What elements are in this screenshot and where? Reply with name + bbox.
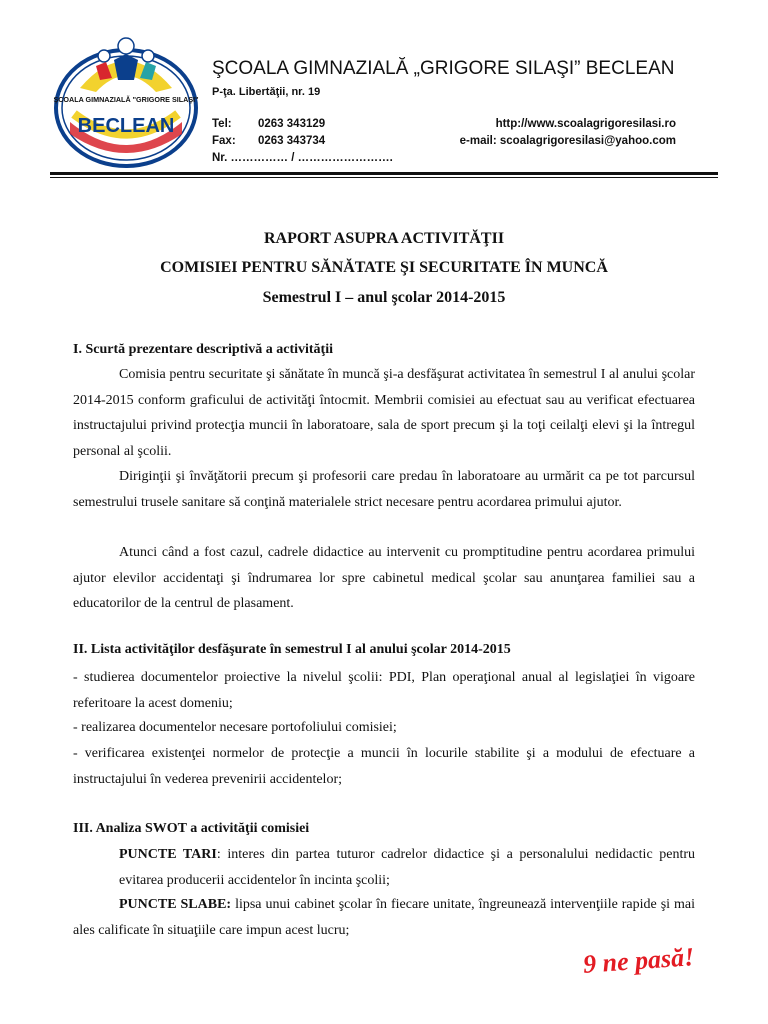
section2-item2: - realizarea documentelor necesare portofoliului comisiei;	[73, 720, 397, 735]
tel-label: Tel:	[212, 118, 232, 130]
weaknesses-paragraph	[73, 892, 695, 943]
section2-item3: - verificarea existenţei normelor de protecţie a muncii în locurile stabilite şi a modului de efectuare a instructajului în vederea prevenirii accidentelor;	[73, 746, 695, 787]
section1-heading: I. Scurtă prezentare descriptivă a activităţii	[73, 342, 333, 357]
report-title-line2: COMISIEI PENTRU SĂNĂTATE ŞI SECURITATE ÎN MUNCĂ	[160, 259, 608, 276]
section3-heading: III. Analiza SWOT a activităţii comisiei	[73, 821, 310, 836]
strengths-paragraph	[119, 842, 695, 893]
section2-item1: - studierea documentelor proiective la nivelul şcolii: PDI, Plan operaţional anual al legislaţiei în vigoare referitoare la acest domeniu;	[73, 670, 695, 711]
section1-paragraph2: Diriginţii şi învăţătorii precum şi profesorii care predau în laboratoare au urmărit ca pe tot parcursul semestrului trusele sanitare să conţină materialele strict necesare pentru acordarea primului ajutor.	[73, 469, 695, 510]
strengths-text: : interes din partea tuturor cadrelor didactice şi a personalului nedidactic pentru evitarea producerii accidentelor în incinta şcolii;	[119, 847, 695, 888]
weaknesses-text: lipsa unui cabinet şcolar în fiecare unitate, îngreunează intervenţiile rapide şi mai ales calificate în situaţiile care impun acest lucru;	[73, 897, 695, 938]
section1-paragraph1: Comisia pentru securitate şi sănătate în muncă şi-a desfăşurat activitatea în semestrul I al anului şcolar 2014-2015 conform graficului de activităţi întocmit. Membrii comisiei au efectuat sau au verificat efectuarea instructajului privind protecţia muncii în laboratoare, sala de sport precum şi la toţi ceilalţi elevi şi la întregul personal al şcolii.	[73, 367, 695, 459]
contact-fax	[212, 135, 325, 147]
header-rule-thick	[50, 172, 718, 175]
registration-number: Nr. …………… / …………………….	[212, 152, 393, 164]
report-title-line3: Semestrul I – anul şcolar 2014-2015	[262, 289, 506, 306]
report-title-line1: RAPORT ASUPRA ACTIVITĂŢII	[263, 230, 505, 247]
header-rule-thin	[50, 177, 718, 178]
logo-city: BECLEAN	[77, 115, 175, 137]
footer-slogan: 9 ne pasă!	[582, 942, 696, 979]
section1-paragraph3: Atunci când a fost cazul, cadrele didactice au intervenit cu promptitudine pentru acordarea primului ajutor elevilor accidentaţi şi îndrumarea lor spre cabinetul medical şcolar sau anunţarea familiei sau a educatorilor de la centrul de plasament.	[73, 545, 695, 611]
fax-label: Fax:	[212, 135, 236, 147]
section2-heading: II. Lista activităţilor desfăşurate în semestrul I al anului şcolar 2014-2015	[73, 642, 511, 657]
website-link[interactable]: http://www.scoalagrigoresilasi.ro	[495, 118, 676, 130]
tel-value: 0263 343129	[258, 118, 326, 130]
school-address: P-ţa. Libertăţii, nr. 19	[212, 86, 321, 98]
fax-value: 0263 343734	[258, 135, 326, 147]
school-name: ŞCOALA GIMNAZIALĂ „GRIGORE SILAŞI” BECLEAN	[212, 58, 675, 79]
logo-text: ŞCOALA GIMNAZIALĂ "GRIGORE SILAŞI"	[53, 95, 199, 104]
contact-tel	[212, 118, 325, 130]
weaknesses-label: PUNCTE SLABE:	[119, 897, 232, 912]
strengths-label: PUNCTE TARI	[119, 847, 217, 862]
email-link[interactable]: e-mail: scoalagrigoresilasi@yahoo.com	[459, 135, 676, 147]
school-logo	[50, 30, 202, 170]
